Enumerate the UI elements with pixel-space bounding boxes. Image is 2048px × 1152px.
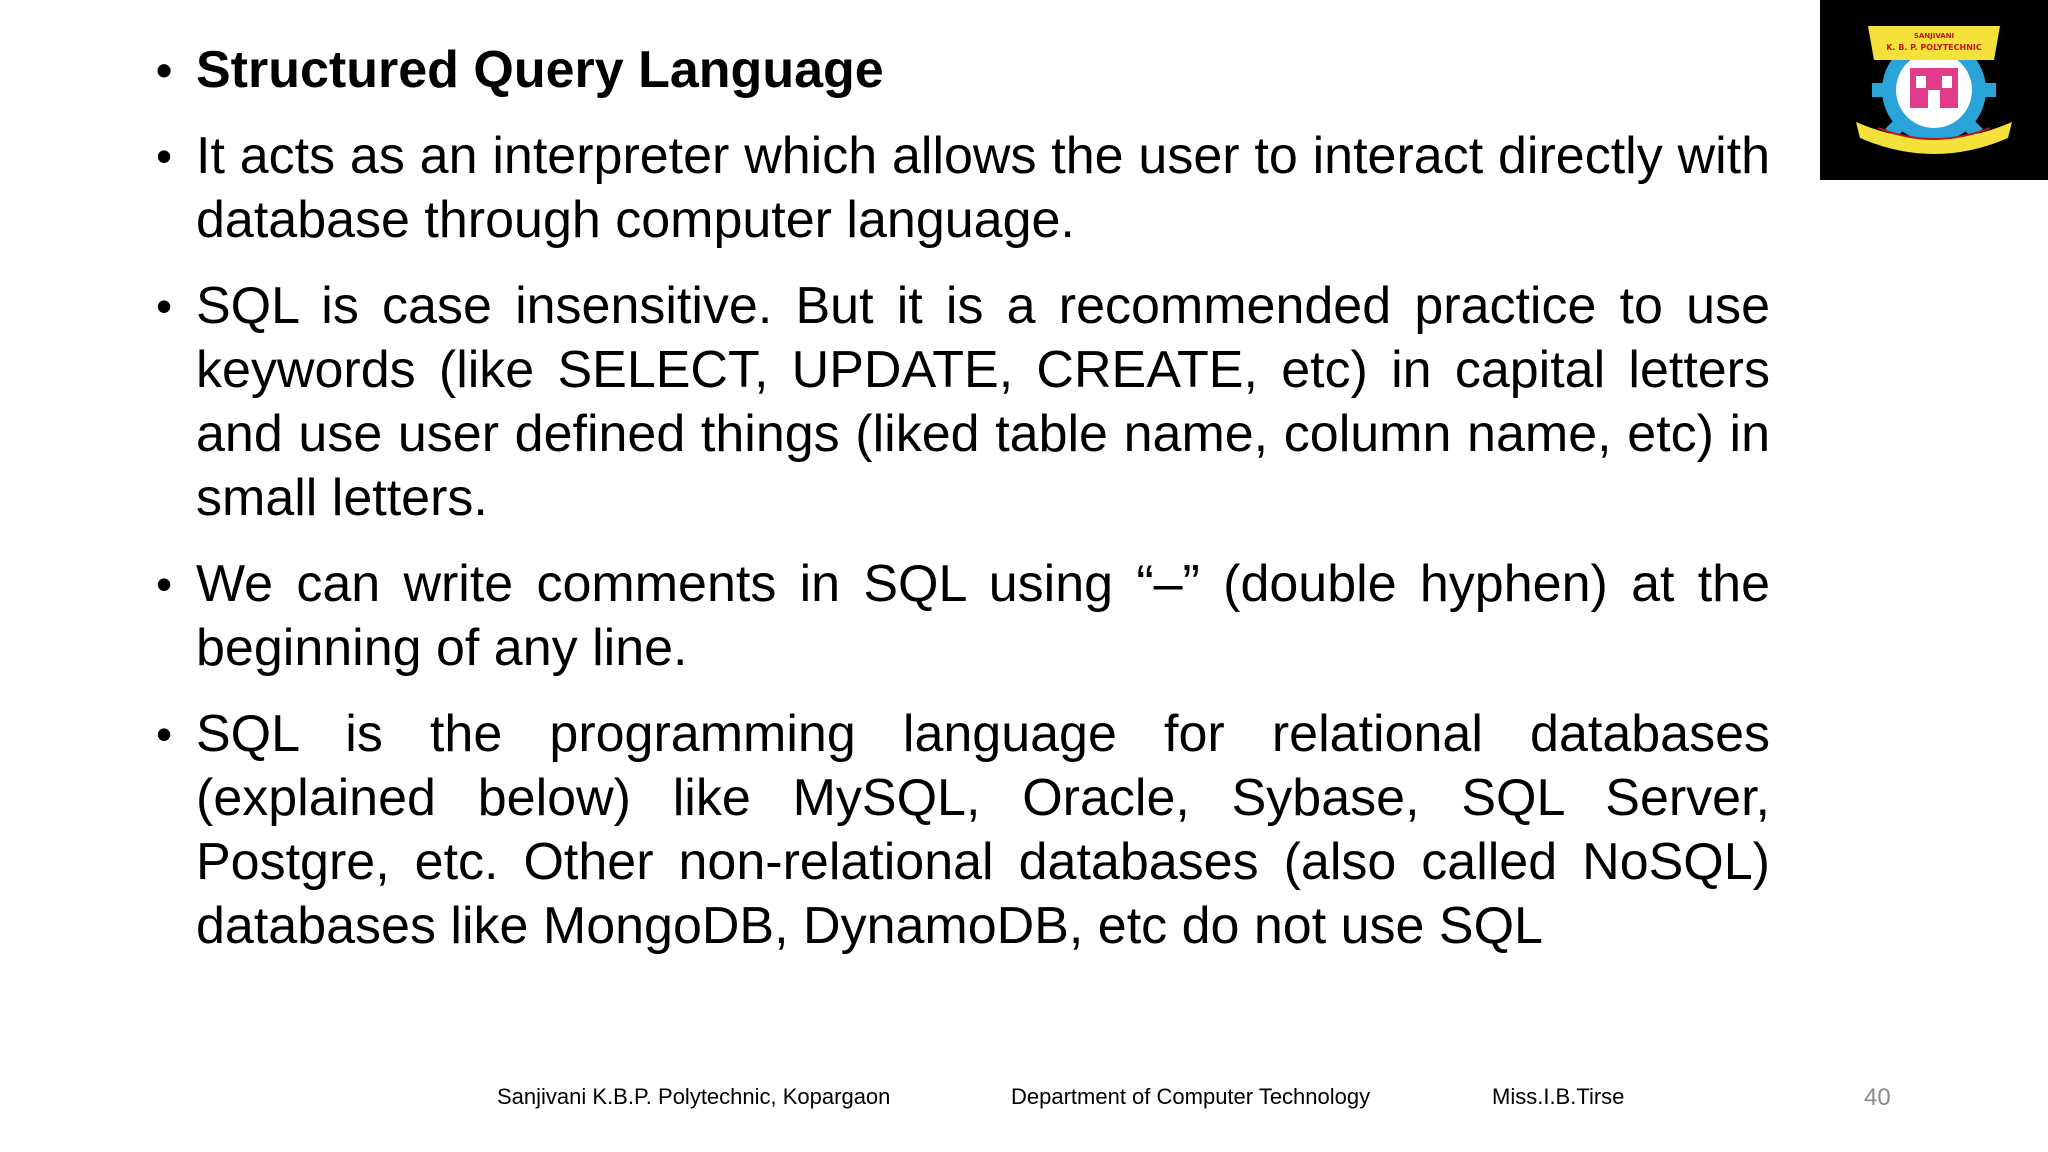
bullet-text: We can write comments in SQL using “–” (double hyphen) at the beginning of any line.	[196, 555, 1770, 677]
footer-department: Department of Computer Technology	[1011, 1084, 1371, 1109]
bullet-item-relational	[150, 702, 1770, 958]
logo-container	[1820, 0, 2048, 180]
bullet-glyph: •	[156, 280, 173, 332]
bullet-text: SQL is case insensitive. But it is a recommended practice to use keywords (like SELECT, UPDATE, CREATE, etc) in capital letters and use user defined things (liked table name, column name, etc) in small letters.	[196, 277, 1770, 527]
slide-content	[150, 38, 1770, 980]
page-number: 40	[1864, 1084, 1891, 1111]
logo-line-1: SANJIVANI	[1913, 32, 1955, 40]
bullet-text: SQL is the programming language for relational databases (explained below) like MySQL, Oracle, Sybase, SQL Server, Postgre, etc. Other non-relational databases (also called NoSQL) databases like MongoDB, DynamoDB, etc do not use SQL	[196, 705, 1770, 955]
bullet-text: It acts as an interpreter which allows the user to interact directly with database through computer language.	[196, 127, 1770, 249]
bullet-glyph: •	[156, 130, 173, 182]
bullet-glyph: •	[156, 708, 173, 760]
bullet-item-case-insensitive	[150, 274, 1770, 530]
college-emblem-icon	[1848, 20, 2020, 160]
bullet-glyph: •	[156, 558, 173, 610]
footer-institute: Sanjivani K.B.P. Polytechnic, Kopargaon	[497, 1084, 891, 1109]
bullet-item-interpreter	[150, 124, 1770, 252]
bullet-item-comments	[150, 552, 1770, 680]
bullet-glyph: •	[156, 44, 173, 96]
bullet-list	[150, 38, 1770, 958]
bullet-text: Structured Query Language	[196, 41, 884, 99]
logo-line-2: K. B. P. POLYTECHNIC	[1886, 43, 1982, 52]
bullet-item-heading	[150, 38, 1770, 102]
footer-author: Miss.I.B.Tirse	[1492, 1084, 1625, 1109]
